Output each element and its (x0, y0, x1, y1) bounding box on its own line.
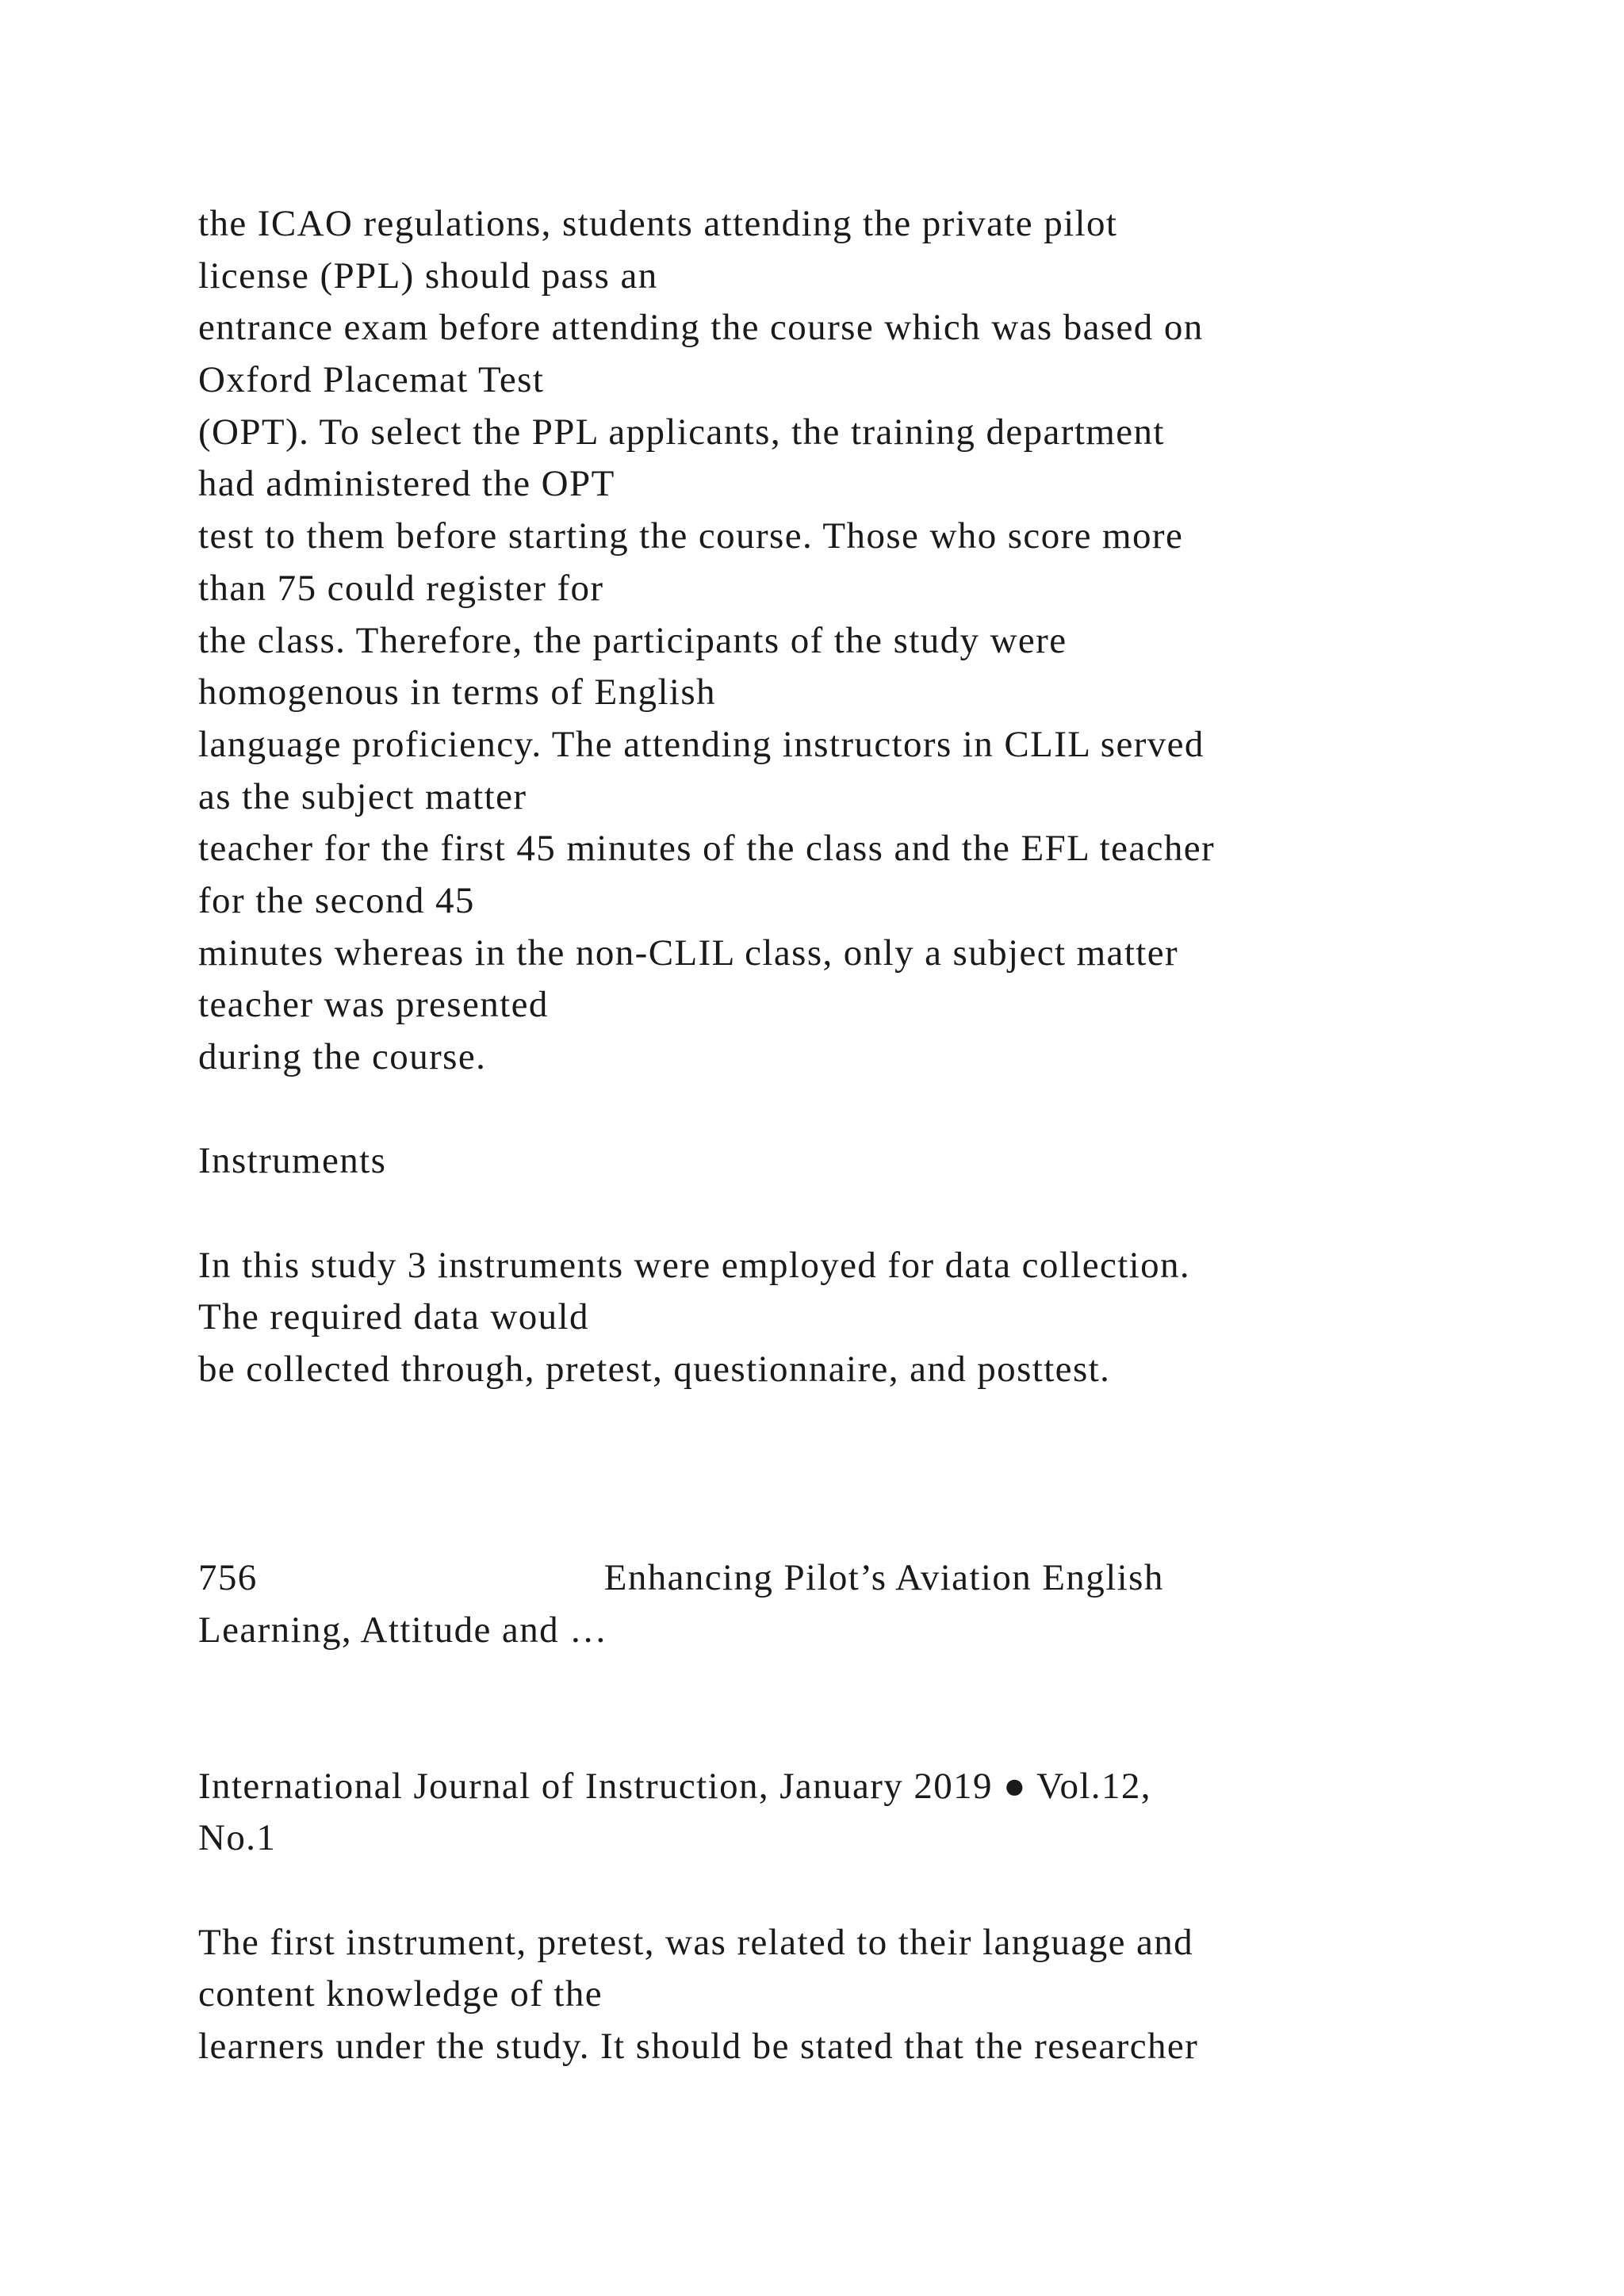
text-line: language proficiency. The attending instructors in CLIL served (198, 723, 1205, 765)
text-line: Oxford Placemat Test (198, 359, 545, 401)
document-text (198, 198, 1546, 2073)
text-line: minutes whereas in the non-CLIL class, only a subject matter (198, 932, 1179, 974)
text-line: than 75 could register for (198, 567, 604, 609)
text-line: license (PPL) should pass an (198, 254, 658, 297)
blank-line (198, 1084, 1546, 1136)
text-line: had administered the OPT (198, 463, 615, 505)
text-line: entrance exam before attending the course which was based on (198, 307, 1204, 349)
running-title: Enhancing Pilot’s Aviation English (603, 1556, 1164, 1598)
text-line: homogenous in terms of English (198, 672, 716, 714)
text-line: as the subject matter (198, 775, 527, 817)
running-header (198, 1552, 1546, 1656)
text-line: for the second 45 (198, 879, 475, 921)
running-title-continued: Learning, Attitude and … (198, 1609, 608, 1651)
text-line: during the course. (198, 1036, 487, 1077)
text-line: learners under the study. It should be stated that the researcher (198, 2026, 1199, 2068)
text-line: teacher was presented (198, 984, 549, 1026)
page-number: 756 (198, 1556, 258, 1598)
body-paragraph (198, 198, 1546, 1084)
text-line: teacher for the first 45 minutes of the class and the EFL teacher (198, 828, 1216, 870)
text-line: test to them before starting the course. Those who score more (198, 515, 1184, 557)
blank-space (198, 1396, 1546, 1552)
blank-line (198, 1188, 1546, 1240)
text-line: content knowledge of the (198, 1973, 603, 2015)
blank-line (198, 1865, 1546, 1917)
text-line: the class. Therefore, the participants of the study were (198, 619, 1067, 661)
body-paragraph (198, 1917, 1546, 2073)
header-line (198, 1552, 1546, 1605)
text-line: The first instrument, pretest, was related to their language and (198, 1921, 1194, 1963)
text-line: (OPT). To select the PPL applicants, the training department (198, 411, 1165, 453)
section-heading: Instruments (198, 1140, 387, 1182)
text-line: The required data would (198, 1296, 589, 1338)
blank-space (198, 1656, 1546, 1760)
text-line: the ICAO regulations, students attending the private pilot (198, 203, 1118, 244)
journal-issue: No.1 (198, 1817, 277, 1859)
journal-citation: International Journal of Instruction, January 2019 ● Vol.12, (198, 1765, 1151, 1807)
body-paragraph (198, 1240, 1546, 1396)
text-line: In this study 3 instruments were employed for data collection. (198, 1244, 1191, 1286)
journal-footer (198, 1761, 1546, 1865)
text-line: be collected through, pretest, questionnaire, and posttest. (198, 1349, 1111, 1391)
